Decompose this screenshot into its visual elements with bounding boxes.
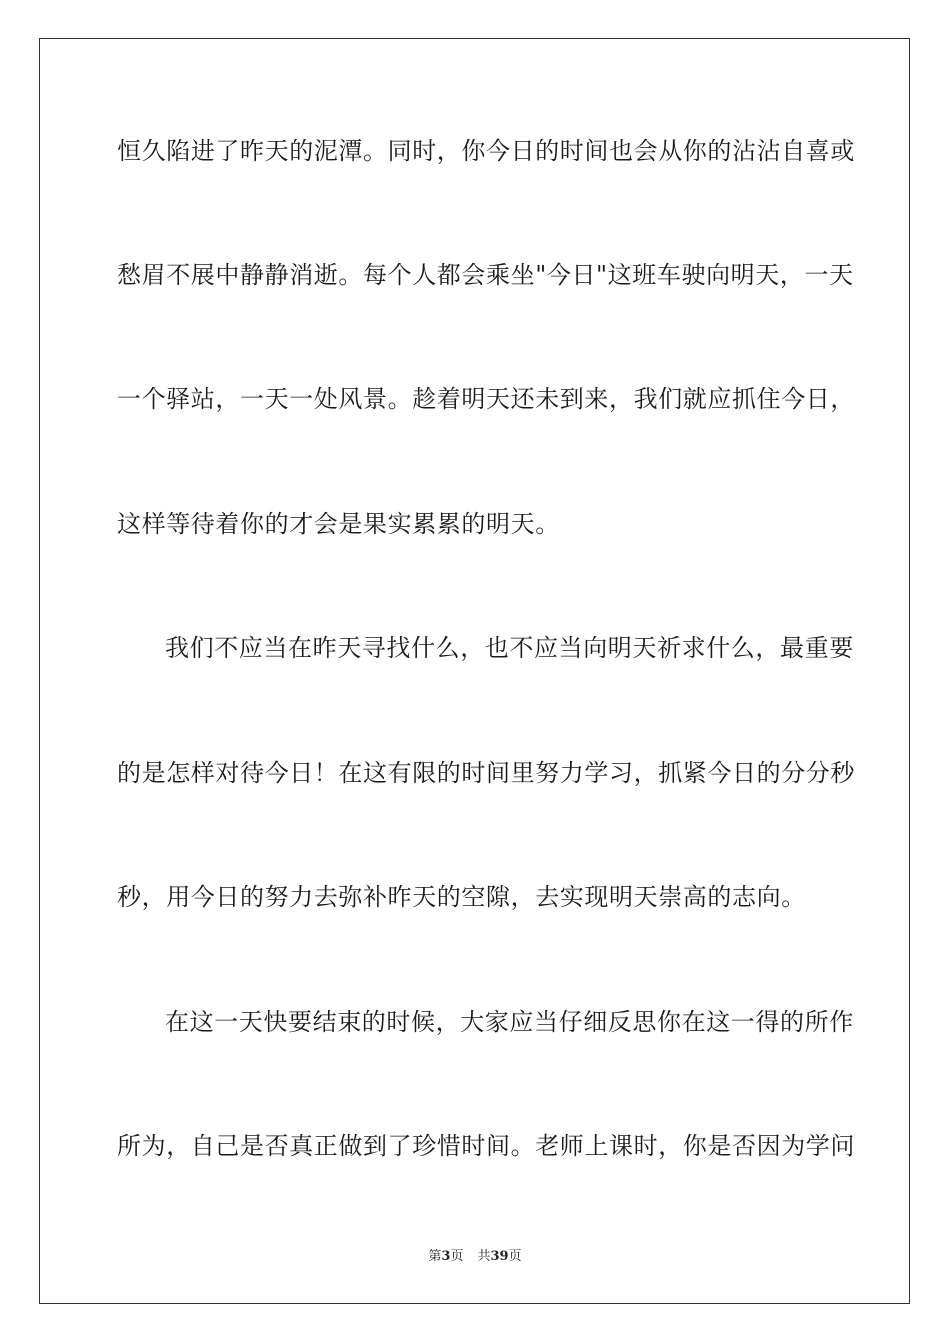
page-footer [0,1248,950,1266]
paragraph-line: 一个驿站，一天一处风景。趁着明天还未到来，我们就应抓住今日， [117,385,855,413]
paragraph-line: 的是怎样对待今日！在这有限的时间里努力学习，抓紧今日的分分秒 [117,759,855,787]
paragraph-line: 在这一天快要结束的时候，大家应当仔细反思你在这一得的所作 [165,1008,854,1036]
total-page-number: 39 [490,1249,509,1264]
page-border [39,38,910,1304]
paragraph-line: 恒久陷进了昨天的泥潭。同时，你今日的时间也会从你的沾沾自喜或 [117,137,855,165]
total-prefix: 共 [477,1249,491,1264]
paragraph-line: 我们不应当在昨天寻找什么，也不应当向明天祈求什么，最重要 [165,634,854,662]
current-page-number: 3 [441,1249,451,1264]
paragraph-line: 秒，用今日的努力去弥补昨天的空隙，去实现明天崇高的志向。 [117,883,806,911]
paragraph-line: 所为，自己是否真正做到了珍惜时间。老师上课时，你是否因为学问 [117,1132,855,1160]
paragraph-line: 愁眉不展中静静消逝。每个人都会乘坐"今日"这班车驶向明天，一天 [117,261,854,289]
total-suffix: 页 [508,1249,522,1264]
page-suffix: 页 [450,1249,464,1264]
page-prefix: 第 [428,1249,442,1264]
paragraph-line: 这样等待着你的才会是果实累累的明天。 [117,510,560,538]
